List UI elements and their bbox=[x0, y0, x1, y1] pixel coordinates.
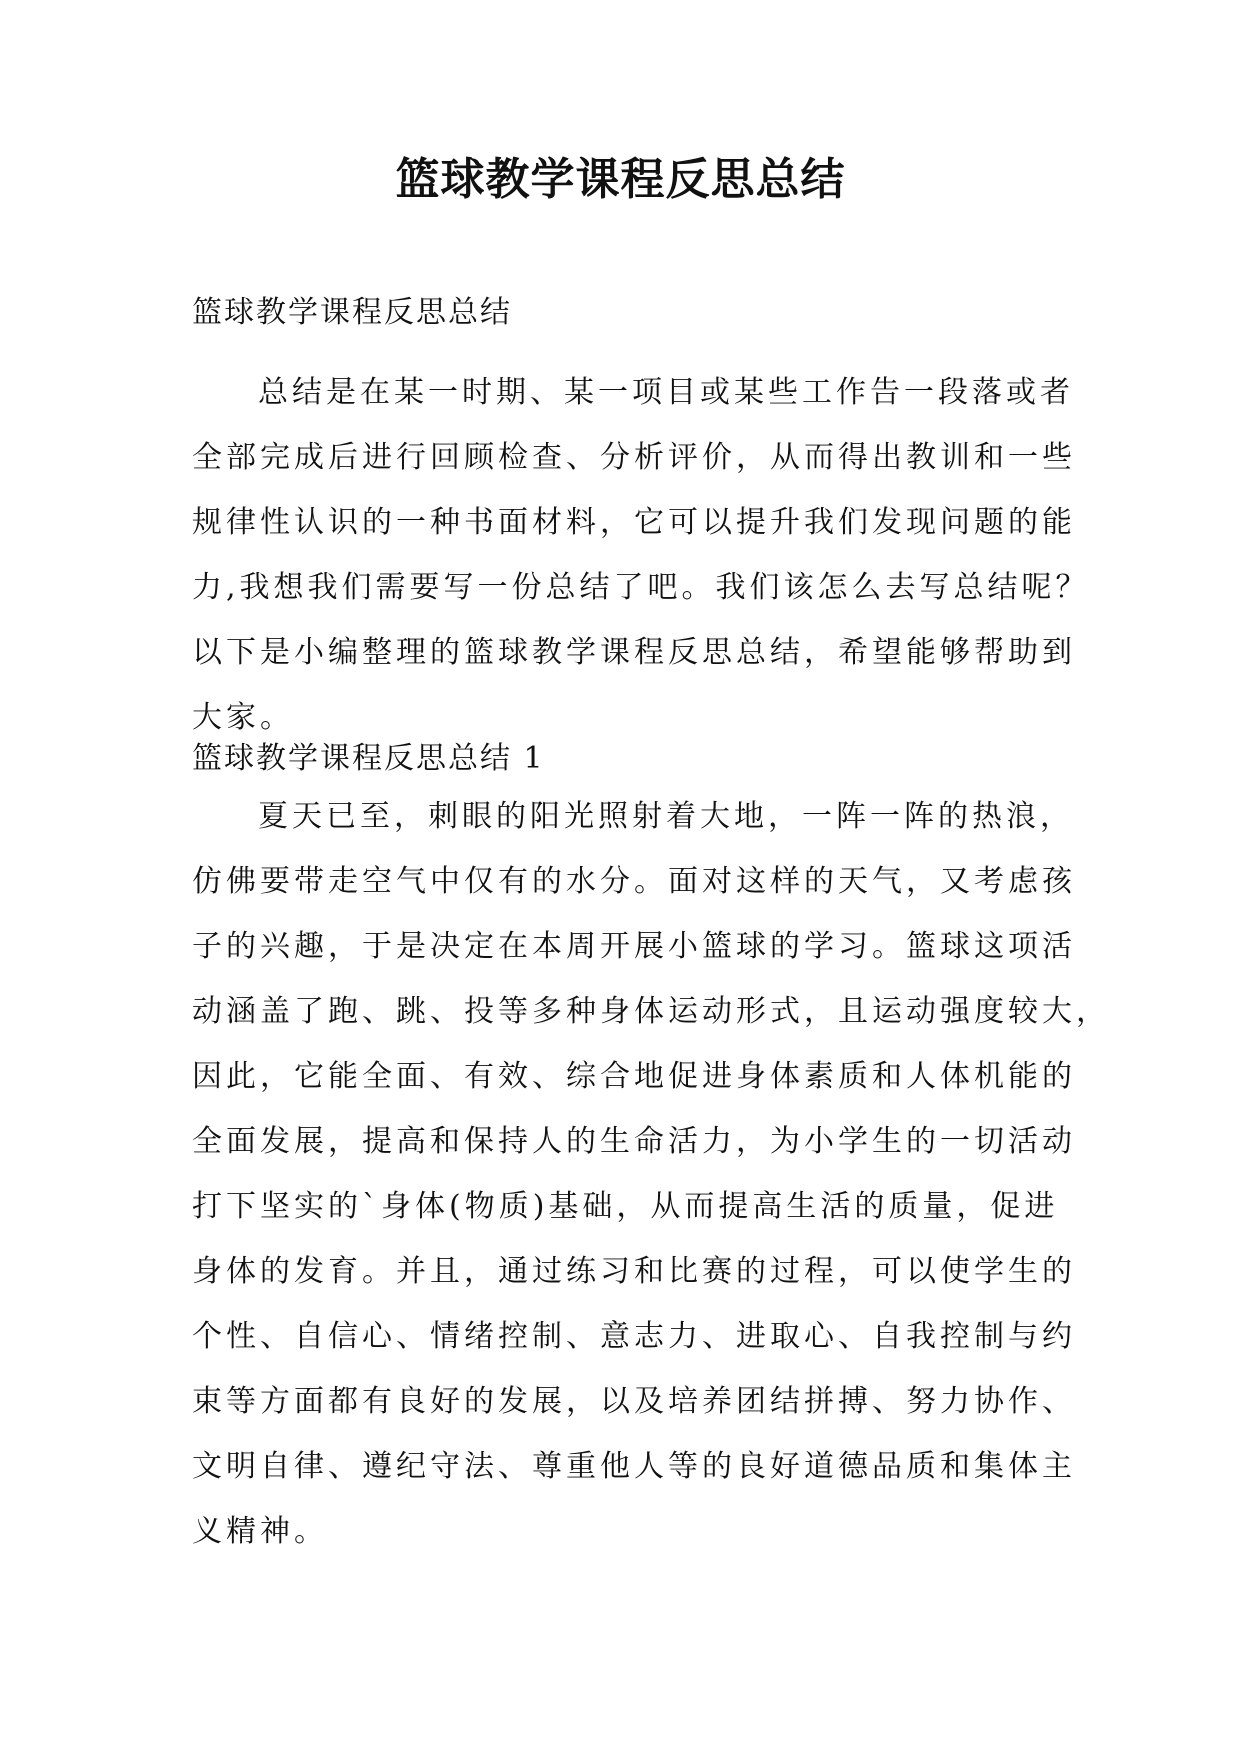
intro-line: 全部完成后进行回顾检查、分析评价，从而得出教训和一些 bbox=[192, 440, 1076, 475]
section1-line: 仿佛要带走空气中仅有的水分。面对这样的天气，又考虑孩 bbox=[192, 864, 1076, 899]
section1-paragraph bbox=[192, 784, 1110, 1564]
intro-paragraph bbox=[192, 360, 1090, 750]
section1-line: 因此，它能全面、有效、综合地促进身体素质和人体机能的 bbox=[192, 1059, 1076, 1094]
section1-line: 打下坚实的`身体(物质)基础，从而提高生活的质量，促进 bbox=[192, 1189, 1059, 1224]
section1-line: 身体的发育。并且，通过练习和比赛的过程，可以使学生的 bbox=[192, 1254, 1076, 1289]
section1-line: 子的兴趣，于是决定在本周开展小篮球的学习。篮球这项活 bbox=[192, 929, 1076, 964]
intro-line: 规律性认识的一种书面材料，它可以提升我们发现问题的能 bbox=[192, 505, 1076, 540]
section1-line: 动涵盖了跑、跳、投等多种身体运动形式，且运动强度较大， bbox=[192, 994, 1110, 1029]
section-heading: 篮球教学课程反思总结 1 bbox=[192, 741, 545, 776]
section1-line: 文明自律、遵纪守法、尊重他人等的良好道德品质和集体主 bbox=[192, 1449, 1076, 1484]
section1-line: 个性、自信心、情绪控制、意志力、进取心、自我控制与约 bbox=[192, 1319, 1076, 1354]
intro-line: 大家。 bbox=[192, 700, 294, 735]
section1-line: 束等方面都有良好的发展，以及培养团结拼搏、努力协作、 bbox=[192, 1384, 1076, 1419]
document-title: 篮球教学课程反思总结 bbox=[395, 154, 846, 205]
document-subtitle: 篮球教学课程反思总结 bbox=[192, 295, 512, 330]
section1-line: 夏天已至，刺眼的阳光照射着大地，一阵一阵的热浪， bbox=[258, 799, 1074, 834]
intro-line: 以下是小编整理的篮球教学课程反思总结，希望能够帮助到 bbox=[192, 635, 1076, 670]
intro-line: 力,我想我们需要写一份总结了吧。我们该怎么去写总结呢？ bbox=[192, 570, 1090, 605]
section1-line: 义精神。 bbox=[192, 1514, 328, 1549]
section1-line: 全面发展，提高和保持人的生命活力，为小学生的一切活动 bbox=[192, 1124, 1076, 1159]
intro-line: 总结是在某一时期、某一项目或某些工作告一段落或者 bbox=[258, 375, 1074, 410]
